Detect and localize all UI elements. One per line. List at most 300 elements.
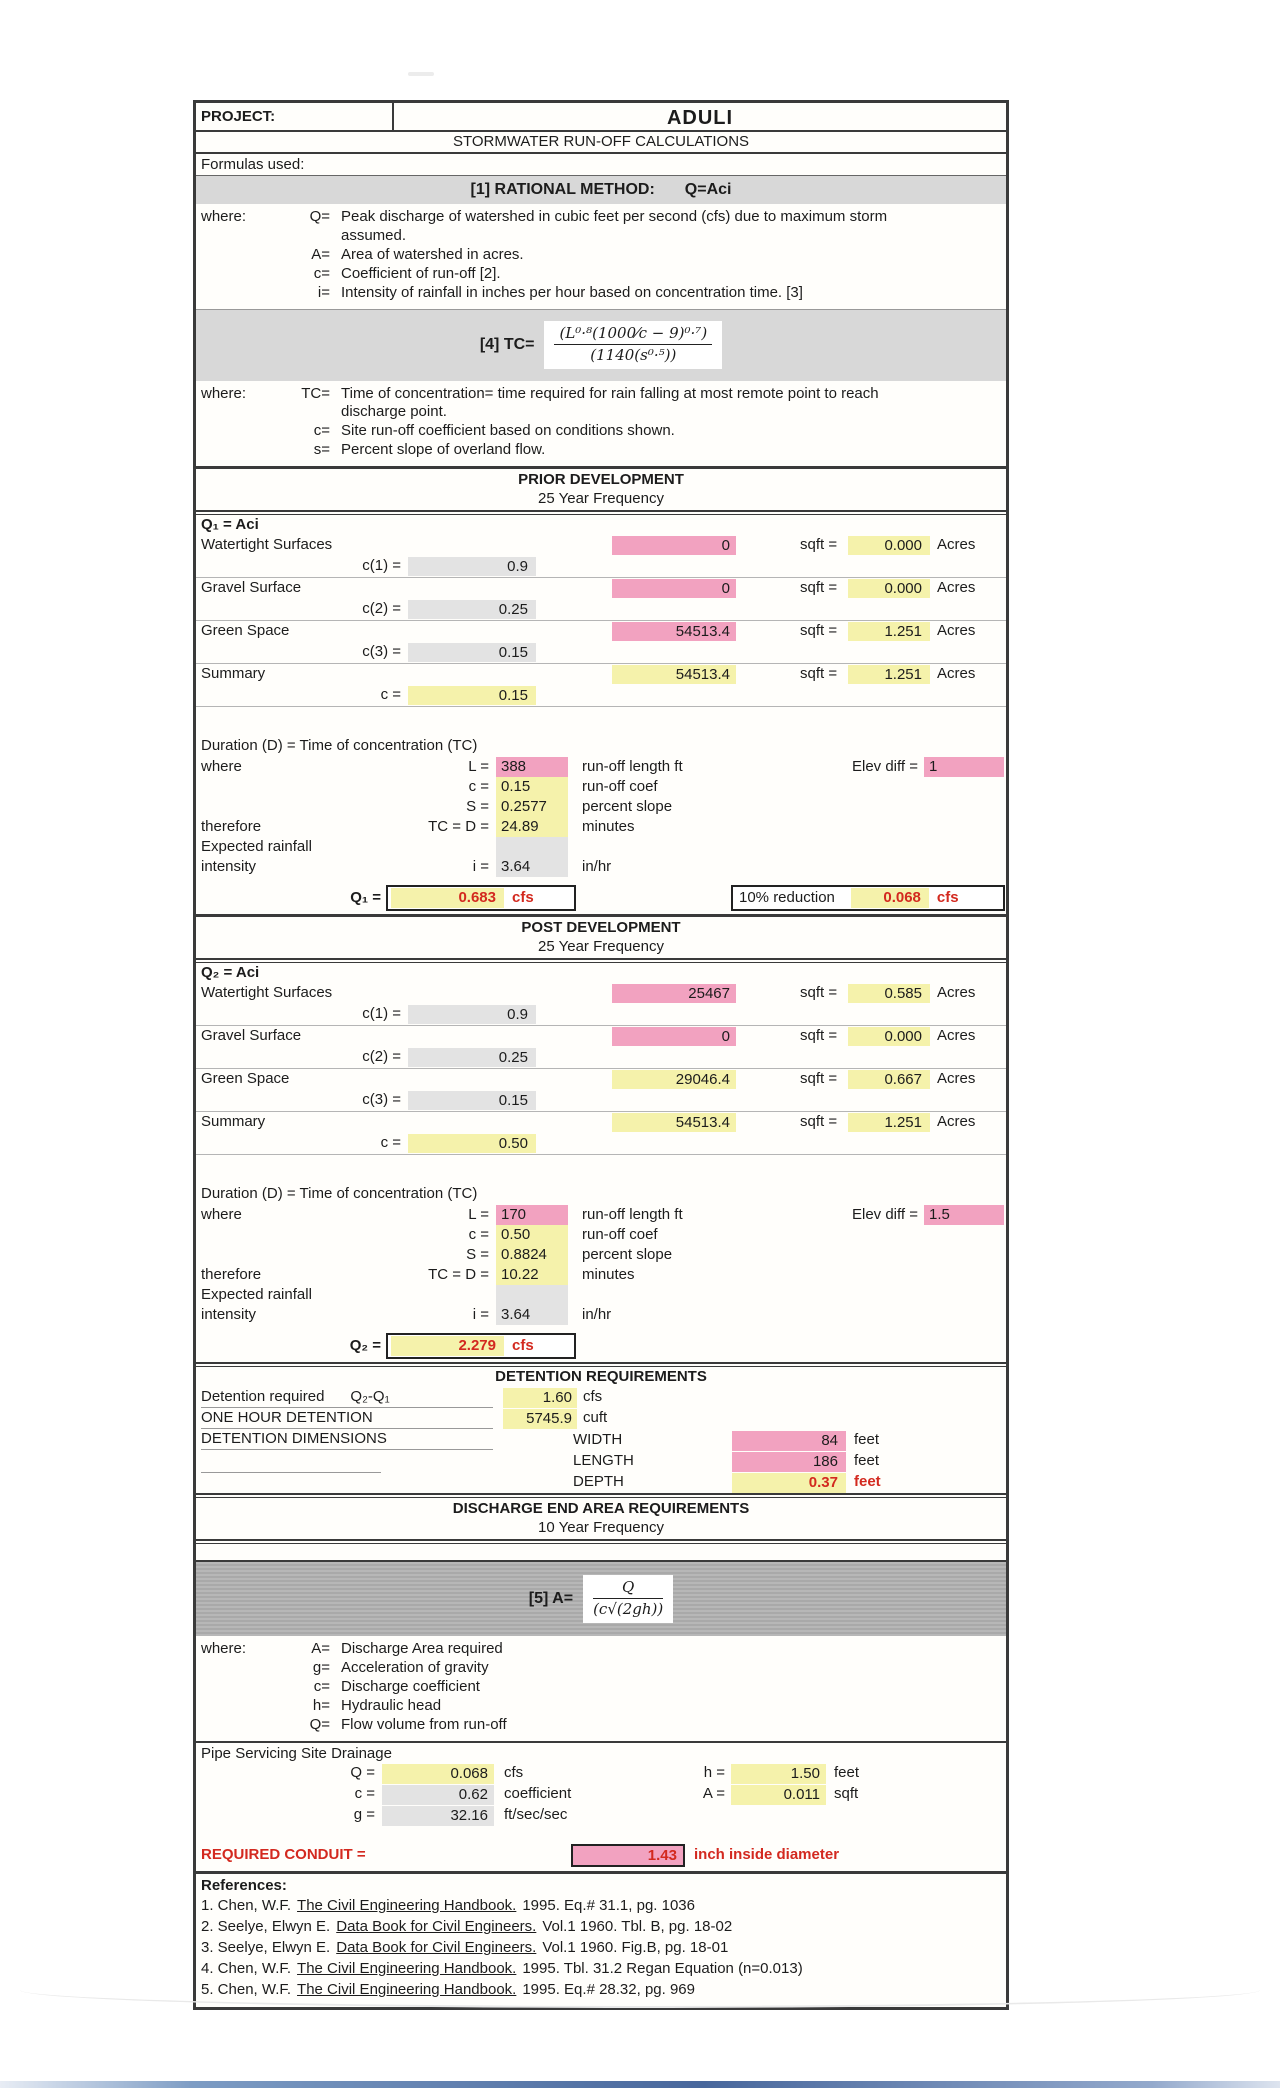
duration-desc: run-off length ft [582, 1205, 683, 1223]
duration-row [196, 1285, 1006, 1305]
spacer [201, 1659, 271, 1678]
prior-frequency-label: 25 Year Frequency [538, 490, 664, 507]
dimension-unit: feet [854, 1431, 880, 1449]
definition-row [196, 422, 1006, 441]
spacer [201, 246, 271, 265]
spacer [196, 707, 1006, 737]
surface-row-watertight [196, 535, 1006, 578]
q2-result-row [196, 1333, 1006, 1359]
pipe-right-a [676, 1785, 1006, 1805]
expected-rainfall-label: Expected rainfall [201, 837, 312, 855]
fraction-denominator: (c√(2gh)) [593, 1600, 664, 1618]
pipe-row-c [196, 1784, 1006, 1805]
reference-book-title: The Civil Engineering Handbook. [297, 1960, 517, 1977]
coefficient-label: c(3) = [362, 1091, 401, 1109]
definition-symbol: h= [312, 1697, 330, 1714]
duration-value-cell: 0.15 [496, 777, 568, 797]
detention-dimensions-text: DETENTION DIMENSIONS [201, 1430, 387, 1447]
dimensions-list [498, 1430, 881, 1493]
definition-text: Coefficient of run-off [2]. [341, 264, 501, 282]
stormwater-worksheet [193, 100, 1009, 2010]
required-conduit-row [196, 1842, 1006, 1874]
definition-symbol: A= [311, 1640, 330, 1657]
duration-value-cell: 10.22 [496, 1265, 568, 1285]
duration-value-cell: 388 [496, 757, 568, 777]
duration-desc: percent slope [582, 797, 673, 815]
discharge-formula-box [583, 1575, 673, 1623]
sqft-equals-label: sqft = [800, 665, 838, 683]
reference-prefix: 2. Seelye, Elwyn E. [201, 1918, 331, 1935]
coefficient-label: c(1) = [362, 557, 401, 575]
duration-title: Duration (D) = Time of concentration (TC) [201, 737, 478, 754]
duration-symbol: TC = D = [428, 1265, 489, 1283]
definition-row [196, 265, 1006, 284]
required-conduit-unit: inch inside diameter [694, 1846, 840, 1864]
dimension-length [498, 1451, 881, 1472]
reference-detail: 1995. Eq.# 28.32, pg. 969 [522, 1981, 695, 1998]
coefficient-line [196, 1090, 1006, 1111]
tc-definitions [196, 381, 1006, 467]
coefficient-value-cell: 0.25 [408, 1048, 536, 1067]
reduction-box [731, 885, 1005, 911]
coefficient-value-cell: 0.15 [408, 643, 536, 662]
dimension-label: LENGTH [573, 1452, 634, 1470]
tc-formula-box [544, 321, 722, 369]
q1-result-label: Q₁ = [350, 888, 381, 906]
scan-bottom-edge [0, 2081, 1280, 2088]
surface-row-gravel [196, 1026, 1006, 1069]
pipe-value-cell: 0.62 [382, 1785, 494, 1805]
surface-line [196, 664, 1006, 685]
detention-title: DETENTION REQUIREMENTS [495, 1368, 707, 1385]
spacer [196, 1544, 1006, 1560]
definition-row [196, 246, 1006, 265]
reference-item [201, 1939, 1006, 1960]
acres-value-cell: 0.000 [848, 579, 930, 598]
acres-unit-label: Acres [937, 622, 976, 640]
duration-row [196, 857, 1006, 877]
surface-label: Gravel Surface [201, 1027, 302, 1045]
scan-artifact [408, 72, 434, 76]
elev-diff-cell: 1.5 [924, 1205, 1004, 1225]
where-label: where: [201, 384, 247, 402]
references-title: References: [201, 1877, 287, 1894]
acres-value-cell: 0.667 [848, 1070, 930, 1089]
discharge-formula-band [196, 1560, 1006, 1636]
coefficient-line [196, 685, 1006, 706]
sqft-equals-label: sqft = [800, 1113, 838, 1131]
duration-desc: percent slope [582, 1245, 673, 1263]
formulas-used-label: Formulas used: [196, 154, 1006, 176]
pipe-row-g [196, 1805, 1006, 1826]
surface-line [196, 535, 1006, 556]
sqft-value-cell: 54513.4 [612, 665, 736, 684]
rational-method-heading: [1] RATIONAL METHOD: [470, 181, 655, 198]
reference-book-title: Data Book for Civil Engineers. [336, 1939, 537, 1956]
definition-row [196, 208, 1006, 246]
duration-symbol: c = [468, 777, 489, 795]
duration-row [196, 817, 1006, 837]
prior-development-title: PRIOR DEVELOPMENT [518, 471, 684, 488]
project-name: ADULI [666, 107, 734, 129]
definition-text: Flow volume from run-off [341, 1716, 507, 1733]
surface-line [196, 1069, 1006, 1090]
sqft-equals-label: sqft = [800, 536, 838, 554]
scan-page-edge [20, 1972, 1260, 2008]
q1-result-row [196, 885, 1006, 911]
intensity-unit: in/hr [582, 1305, 612, 1323]
acres-unit-label: Acres [937, 1113, 976, 1131]
definition-symbol: Q= [309, 208, 330, 225]
document-subtitle: STORMWATER RUN-OFF CALCULATIONS [196, 132, 1006, 154]
surface-label: Gravel Surface [201, 579, 302, 597]
empty-gray-cell [496, 1285, 568, 1305]
sqft-value-cell: 0 [612, 536, 736, 555]
definition-text: Intensity of rainfall in inches per hour based on concentration time. [3] [341, 283, 803, 301]
reduction-unit: cfs [936, 888, 959, 906]
duration-value-cell: 0.8824 [496, 1245, 568, 1265]
reference-item [201, 1897, 1006, 1918]
duration-symbol: i = [472, 857, 489, 875]
duration-title: Duration (D) = Time of concentration (TC) [201, 1185, 478, 1202]
acres-unit-label: Acres [937, 665, 976, 683]
spacer [201, 284, 271, 303]
sqft-equals-label: sqft = [800, 1070, 838, 1088]
coefficient-line [196, 1047, 1006, 1068]
duration-row [196, 1245, 1006, 1265]
definition-text: Hydraulic head [341, 1697, 442, 1714]
definition-row [196, 1640, 1006, 1659]
reference-item [201, 1918, 1006, 1939]
sqft-equals-label: sqft = [800, 1027, 838, 1045]
detention-dimensions-labelcol [196, 1430, 498, 1473]
duration-row [196, 1265, 1006, 1285]
one-hour-detention-text: ONE HOUR DETENTION [201, 1409, 373, 1426]
definition-row [196, 385, 1006, 423]
pipe-right-h [676, 1764, 1006, 1784]
duration-desc: minutes [582, 817, 635, 835]
duration-symbol: S = [466, 1245, 489, 1263]
expected-rainfall-label: Expected rainfall [201, 1285, 312, 1303]
definition-symbol: s= [313, 441, 330, 458]
definition-row [196, 1678, 1006, 1697]
reference-prefix: 1. Chen, W.F. [201, 1897, 292, 1914]
coefficient-value-cell: 0.15 [408, 1091, 536, 1110]
therefore-label: therefore [201, 1265, 262, 1283]
sqft-equals-label: sqft = [800, 622, 838, 640]
detention-required-text: Detention required [201, 1388, 325, 1405]
detention-required-row [196, 1388, 1006, 1409]
required-conduit-value: 1.43 [571, 1844, 685, 1867]
discharge-formula-label: [5] A= [528, 1590, 574, 1607]
coefficient-label: c(3) = [362, 643, 401, 661]
surface-row-summary [196, 1112, 1006, 1155]
definition-symbol: c= [313, 264, 330, 282]
definition-text: Acceleration of gravity [341, 1659, 489, 1676]
surface-row-gravel [196, 578, 1006, 621]
duration-symbol: i = [472, 1305, 489, 1323]
post-development-title: POST DEVELOPMENT [521, 919, 681, 936]
spacer [201, 422, 271, 441]
definition-symbol: g= [312, 1659, 330, 1676]
duration-desc: run-off coef [582, 777, 658, 795]
one-hour-detention-row [196, 1409, 1006, 1430]
dimension-width [498, 1430, 881, 1451]
required-conduit-label: REQUIRED CONDUIT = [201, 1846, 366, 1864]
reduction-value: 0.068 [851, 888, 929, 908]
acres-unit-label: Acres [937, 536, 976, 554]
detention-required-unit: cfs [583, 1388, 603, 1405]
reference-detail: Vol.1 1960. Tbl. B, pg. 18-02 [542, 1918, 733, 1935]
pipe-symbol: c = [354, 1785, 375, 1803]
coefficient-line [196, 599, 1006, 620]
definition-symbol: i= [317, 283, 330, 301]
coefficient-line [196, 1004, 1006, 1025]
one-hour-detention-value: 5745.9 [503, 1409, 577, 1429]
dimension-label: WIDTH [573, 1431, 623, 1449]
coefficient-line [196, 642, 1006, 663]
duration-row [196, 757, 1006, 777]
definition-symbol: TC= [301, 384, 330, 402]
coefficient-value-cell: 0.15 [408, 686, 536, 705]
duration-row [196, 1205, 1006, 1225]
reference-prefix: 4. Chen, W.F. [201, 1960, 292, 1977]
rational-method-band [196, 176, 1006, 204]
q2-result-value: 2.279 [391, 1336, 504, 1356]
empty-underline [201, 1472, 381, 1473]
reference-detail: 1995. Tbl. 31.2 Regan Equation (n=0.013) [522, 1960, 803, 1977]
dimension-label: DEPTH [573, 1473, 624, 1491]
detention-required-value: 1.60 [503, 1388, 577, 1408]
tc-formula-label: [4] TC= [479, 336, 535, 353]
coefficient-line [196, 1133, 1006, 1154]
detention-dimensions-label [201, 1430, 493, 1450]
intensity-value-cell: 3.64 [496, 857, 568, 877]
coefficient-label: c(1) = [362, 1005, 401, 1023]
coefficient-value-cell: 0.9 [408, 1005, 536, 1024]
one-hour-detention-unit: cuft [583, 1409, 608, 1426]
prior-equation-label: Q₁ = Aci [201, 516, 259, 533]
intensity-label: intensity [201, 857, 257, 875]
acres-value-cell: 0.585 [848, 984, 930, 1003]
duration-value-cell: 24.89 [496, 817, 568, 837]
project-label: PROJECT: [196, 103, 394, 130]
where-label: where [201, 1205, 242, 1223]
duration-symbol: S = [466, 797, 489, 815]
duration-desc: run-off coef [582, 1225, 658, 1243]
therefore-label: therefore [201, 817, 262, 835]
surface-label: Summary [201, 665, 266, 683]
pipe-value-cell: 0.068 [382, 1764, 494, 1784]
definition-text: Discharge Area required [341, 1640, 503, 1657]
duration-row [196, 1305, 1006, 1325]
definition-symbol: Q= [309, 1716, 330, 1733]
surface-label: Watertight Surfaces [201, 536, 333, 554]
spacer [201, 1678, 271, 1697]
duration-symbol: L = [468, 1205, 489, 1223]
elev-diff-label: Elev diff = [851, 757, 918, 775]
pipe-unit: sqft [834, 1785, 859, 1803]
discharge-title: DISCHARGE END AREA REQUIREMENTS [452, 1500, 750, 1517]
q1-result-unit: cfs [512, 888, 534, 906]
detention-required-formula: Q₂-Q₁ [350, 1388, 390, 1405]
definition-row [196, 284, 1006, 303]
rational-method-equation: Q=Aci [684, 181, 732, 198]
definition-row [196, 1697, 1006, 1716]
q1-result-value: 0.683 [391, 888, 504, 908]
pipe-row-q [196, 1763, 1006, 1784]
definition-symbol: c= [313, 1678, 330, 1695]
spacer [201, 441, 271, 460]
reference-book-title: The Civil Engineering Handbook. [297, 1897, 517, 1914]
discharge-definitions [196, 1636, 1006, 1741]
pipe-value-cell: 1.50 [731, 1764, 826, 1784]
definition-row [196, 1716, 1006, 1735]
surface-row-summary [196, 664, 1006, 707]
duration-symbol: TC = D = [428, 817, 489, 835]
definition-symbol: c= [313, 422, 330, 439]
coefficient-label: c = [380, 686, 401, 704]
dimension-value-cell: 0.37 [732, 1473, 846, 1493]
post-frequency-label: 25 Year Frequency [538, 938, 664, 955]
sqft-value-cell: 54513.4 [612, 1113, 736, 1132]
sqft-value-cell: 0 [612, 579, 736, 598]
definition-text: Site run-off coefficient based on conditions shown. [341, 422, 675, 439]
definition-row [196, 441, 1006, 460]
pipe-unit: feet [834, 1764, 860, 1782]
spacer [201, 1697, 271, 1716]
surface-line [196, 1026, 1006, 1047]
definition-row [196, 1659, 1006, 1678]
duration-desc: run-off length ft [582, 757, 683, 775]
surface-line [196, 621, 1006, 642]
duration-row [196, 777, 1006, 797]
duration-desc: minutes [582, 1265, 635, 1283]
project-header-row [196, 103, 1006, 132]
pipe-symbol: h = [703, 1764, 725, 1782]
surface-label: Watertight Surfaces [201, 984, 333, 1002]
duration-value-cell: 170 [496, 1205, 568, 1225]
duration-row [196, 837, 1006, 857]
discharge-frequency-label: 10 Year Frequency [538, 1519, 664, 1536]
surface-label: Summary [201, 1113, 266, 1131]
elev-diff-cell: 1 [924, 757, 1004, 777]
surface-row-green [196, 1069, 1006, 1112]
coefficient-label: c = [380, 1134, 401, 1152]
post-equation-label: Q₂ = Aci [201, 964, 260, 981]
sqft-equals-label: sqft = [800, 984, 838, 1002]
reference-detail: 1995. Eq.# 31.1, pg. 1036 [522, 1897, 695, 1914]
duration-symbol: L = [468, 757, 489, 775]
dimension-value-cell: 84 [732, 1431, 846, 1451]
acres-value-cell: 1.251 [848, 622, 930, 641]
acres-value-cell: 0.000 [848, 536, 930, 555]
acres-unit-label: Acres [937, 579, 976, 597]
elev-diff-label: Elev diff = [851, 1205, 918, 1223]
elev-diff [852, 757, 1004, 777]
coefficient-value-cell: 0.25 [408, 600, 536, 619]
fraction-numerator: (L⁰·⁸(1000⁄c − 9)⁰·⁷) [554, 324, 712, 345]
definition-text: Peak discharge of watershed in cubic feet per second (cfs) due to maximum storm assumed. [341, 208, 888, 244]
fraction-denominator: (1140(s⁰·⁵)) [590, 346, 677, 364]
intensity-label: intensity [201, 1305, 257, 1323]
definition-text: Area of watershed in acres. [341, 245, 524, 263]
where-label: where [201, 757, 242, 775]
definition-text: Discharge coefficient [341, 1678, 480, 1695]
reference-book-title: The Civil Engineering Handbook. [297, 1981, 517, 1998]
acres-value-cell: 0.000 [848, 1027, 930, 1046]
one-hour-detention-label [201, 1409, 493, 1429]
intensity-unit: in/hr [582, 857, 612, 875]
surface-line [196, 578, 1006, 599]
sqft-equals-label: sqft = [800, 579, 838, 597]
discharge-fraction [593, 1578, 663, 1619]
definition-text: Percent slope of overland flow. [341, 441, 546, 458]
sqft-value-cell: 29046.4 [612, 1070, 736, 1089]
acres-unit-label: Acres [937, 1070, 976, 1088]
duration-value-cell: 0.50 [496, 1225, 568, 1245]
acres-unit-label: Acres [937, 984, 976, 1002]
tc-fraction [554, 324, 712, 365]
pipe-servicing-title: Pipe Servicing Site Drainage [196, 1741, 1006, 1763]
pipe-unit: cfs [504, 1764, 524, 1782]
elev-diff [852, 1205, 1004, 1225]
empty-gray-cell [496, 837, 568, 857]
surface-line [196, 1112, 1006, 1133]
detention-required-label [201, 1388, 493, 1408]
pipe-symbol: Q = [350, 1764, 375, 1782]
pipe-symbol: A = [702, 1785, 725, 1803]
spacer [201, 265, 271, 284]
duration-row [196, 797, 1006, 817]
q2-result-unit: cfs [512, 1336, 534, 1354]
reference-prefix: 5. Chen, W.F. [201, 1981, 292, 1998]
reference-prefix: 3. Seelye, Elwyn E. [201, 1939, 331, 1956]
q2-result-label: Q₂ = [349, 1336, 381, 1354]
coefficient-label: c(2) = [362, 1048, 401, 1066]
acres-unit-label: Acres [937, 1027, 976, 1045]
surface-row-green [196, 621, 1006, 664]
q1-result-box [386, 885, 576, 911]
dimension-unit: feet [854, 1473, 881, 1491]
acres-value-cell: 1.251 [848, 1113, 930, 1132]
duration-row [196, 1225, 1006, 1245]
spacer [196, 1155, 1006, 1185]
sqft-value-cell: 0 [612, 1027, 736, 1046]
tc-formula-band [196, 309, 1006, 381]
duration-value-cell: 0.2577 [496, 797, 568, 817]
pipe-symbol: g = [353, 1806, 375, 1824]
duration-symbol: c = [468, 1225, 489, 1243]
pipe-value-cell: 0.011 [731, 1785, 826, 1805]
spacer [201, 1716, 271, 1735]
reference-book-title: Data Book for Civil Engineers. [336, 1918, 537, 1935]
where-label: where: [201, 1640, 247, 1657]
coefficient-line [196, 556, 1006, 577]
sqft-value-cell: 25467 [612, 984, 736, 1003]
sqft-value-cell: 54513.4 [612, 622, 736, 641]
pipe-unit: ft/sec/sec [504, 1806, 568, 1824]
detention-dimensions-row [196, 1430, 1006, 1493]
acres-value-cell: 1.251 [848, 665, 930, 684]
coefficient-value-cell: 0.50 [408, 1134, 536, 1153]
reduction-label: 10% reduction [739, 888, 835, 906]
surface-label: Green Space [201, 1070, 290, 1088]
intensity-value-cell: 3.64 [496, 1305, 568, 1325]
where-label: where: [201, 208, 247, 225]
definition-text: Time of concentration= time required for rain falling at most remote point to reach discharge point. [341, 384, 879, 421]
dimension-value-cell: 186 [732, 1452, 846, 1472]
